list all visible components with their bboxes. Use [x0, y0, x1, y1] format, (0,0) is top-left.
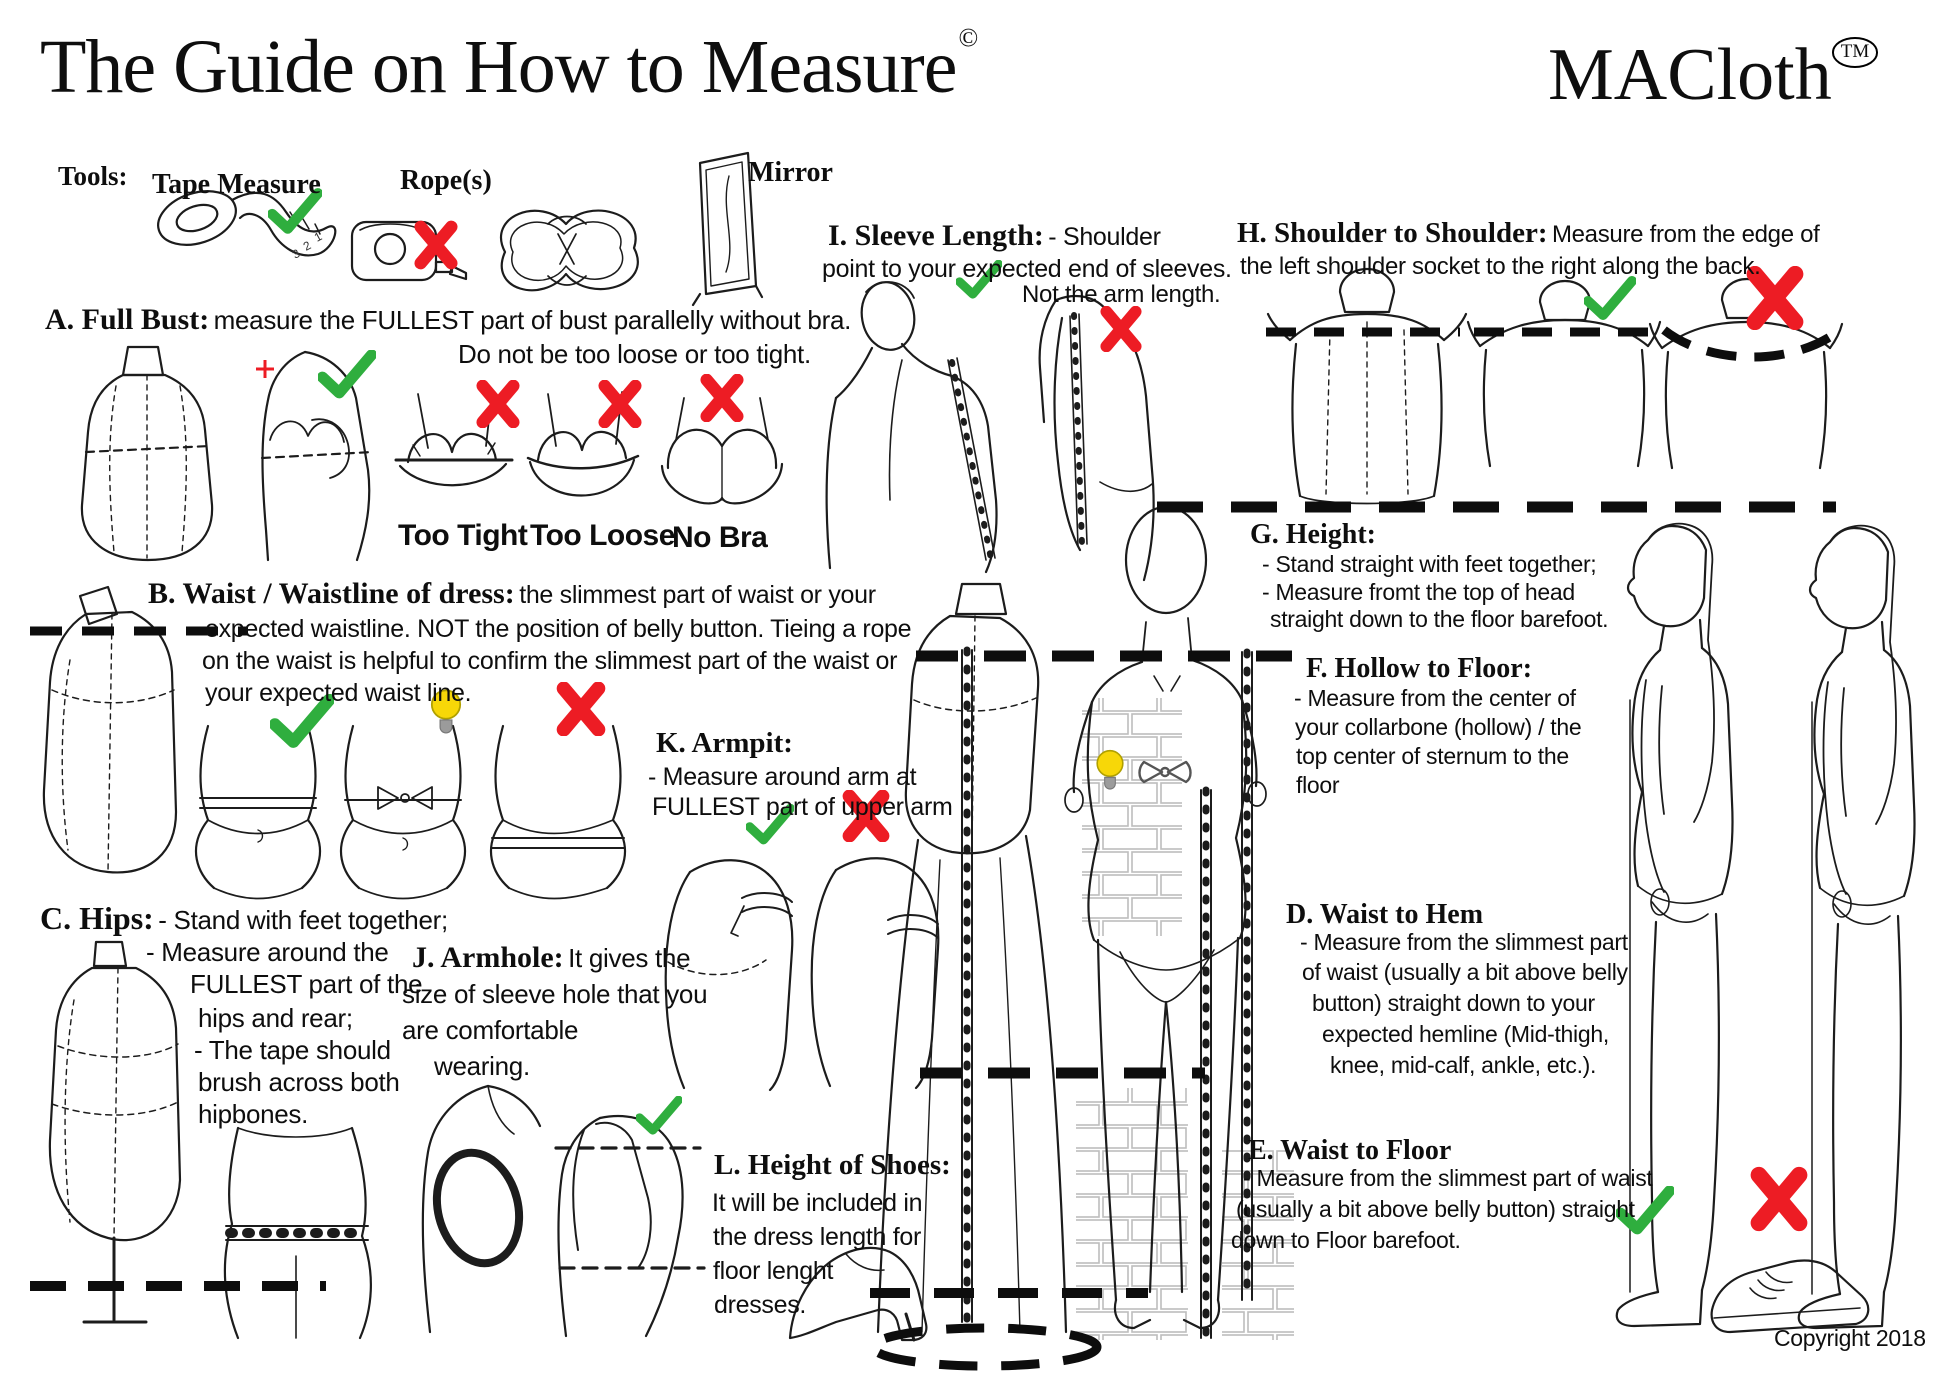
section-f-line1: - Measure from the center of [1294, 685, 1576, 711]
section-i-text: - Shoulder [1048, 223, 1161, 251]
copyright-mark: © [958, 23, 978, 52]
full-bust-dress-form-illustration [82, 347, 212, 560]
section-j-line3: are comfortable [402, 1015, 579, 1045]
section-c-line2: - Measure around the [146, 937, 389, 967]
tape-measure-label: Tape Measure [152, 169, 321, 200]
section-h-line1 [1237, 218, 1820, 249]
section-a-heading: A. Full Bust: [45, 303, 210, 336]
section-a-line2: Do not be too loose or too tight. [458, 339, 811, 369]
section-f-line2: your collarbone (hollow) / the [1295, 714, 1582, 740]
waist-rope-illustration [341, 726, 465, 899]
section-d-line4: expected hemline (Mid-thigh, [1322, 1021, 1609, 1047]
section-a-line1 [45, 304, 851, 336]
svg-text:1: 1 [311, 229, 325, 245]
sleeve-length-front-illustration [827, 278, 997, 572]
section-c-line6: brush across both [198, 1067, 400, 1097]
section-b-line3: on the waist is helpful to confirm the slimmest part of the waist or [202, 647, 898, 675]
section-d-heading: D. Waist to Hem [1286, 899, 1484, 930]
hips-figure-illustration [225, 1128, 371, 1338]
section-k-heading: K. Armpit: [656, 727, 793, 759]
section-j-heading: J. Armhole: [412, 941, 564, 974]
section-g-line1: - Stand straight with feet together; [1262, 551, 1597, 577]
section-h-line2: the left shoulder socket to the right along the back. [1240, 253, 1761, 280]
section-e-heading: E. Waist to Floor [1248, 1135, 1452, 1166]
page-title [40, 24, 977, 108]
check-icon-full-bust [318, 350, 376, 400]
brand-name: MACloth [1548, 34, 1832, 116]
section-k-line2: FULLEST part of upper arm [652, 793, 953, 821]
section-i-line2: point to your expected end of sleeves. [822, 255, 1232, 283]
section-b-text: the slimmest part of waist or your [519, 581, 876, 609]
section-g-heading: G. Height: [1250, 519, 1376, 550]
cross-icon-waist-wrong [556, 682, 606, 736]
trademark-mark: TM [1832, 37, 1879, 68]
waist-wrong-illustration [491, 726, 625, 899]
too-loose-label: Too Loose [530, 519, 675, 552]
section-l-line2: the dress length for [713, 1223, 922, 1251]
section-i-heading: I. Sleeve Length: [828, 219, 1044, 252]
section-d-line1: - Measure from the slimmest part [1300, 929, 1628, 955]
section-a-text: measure the FULLEST part of bust parallelly without bra. [213, 305, 852, 335]
section-b-heading: B. Waist / Waistline of dress: [148, 577, 515, 610]
cross-icon-sleeve-length [1100, 306, 1142, 352]
section-c-heading: C. Hips: [40, 900, 154, 936]
section-c-line3: FULLEST part of the [190, 969, 423, 999]
page-title-text: The Guide on How to Measure [40, 25, 957, 109]
check-icon-armhole [636, 1096, 682, 1136]
ropes-label: Rope(s) [400, 165, 492, 196]
no-bra-label: No Bra [672, 521, 768, 554]
rope-bow-icon [1134, 754, 1196, 790]
section-f-heading: F. Hollow to Floor: [1306, 653, 1533, 684]
section-d-line3: button) straight down to your [1312, 990, 1595, 1016]
section-c-line5: - The tape should [194, 1035, 391, 1065]
section-h-heading: H. Shoulder to Shoulder: [1237, 217, 1548, 249]
section-e-line2: (usually a bit above belly button) straight [1236, 1196, 1635, 1222]
svg-text:2: 2 [300, 238, 314, 254]
section-d-line5: knee, mid-calf, ankle, etc.). [1330, 1052, 1597, 1078]
armhole-tape-illustration [556, 1116, 704, 1336]
cross-icon-too-loose [598, 380, 642, 428]
section-l-line4: dresses. [714, 1291, 807, 1319]
too-tight-label: Too Tight [398, 519, 528, 552]
section-i-line3: Not the arm length. [1022, 281, 1221, 308]
cross-icon-no-bra [700, 374, 744, 422]
svg-text:3: 3 [289, 246, 303, 262]
section-l-line3: floor lenght [713, 1257, 834, 1285]
shoulder-back-full-illustration [1268, 269, 1466, 504]
section-l-heading: L. Height of Shoes: [714, 1149, 951, 1181]
rope-illustration [501, 211, 638, 291]
armhole-loop-illustration [423, 1086, 540, 1332]
section-i-line1 [828, 220, 1161, 252]
sneaker-illustration [1712, 1261, 1869, 1333]
brand-logo [1548, 36, 1878, 116]
cross-icon-retractable-tape [414, 220, 458, 270]
section-c-line4: hips and rear; [198, 1003, 353, 1033]
section-d-line2: of waist (usually a bit above belly [1302, 959, 1628, 985]
section-c-text: - Stand with feet together; [158, 905, 448, 935]
section-b-line2: expected waistline. NOT the position of belly button. Tieing a rope [205, 615, 912, 643]
section-j-line2: size of sleeve hole that you [402, 979, 708, 1009]
section-j-line1 [412, 942, 690, 974]
section-f-line3: top center of sternum to the [1296, 743, 1569, 769]
section-b-line1 [148, 578, 876, 610]
section-l-line1: It will be included in [712, 1189, 923, 1217]
section-e-line3: down to Floor barefoot. [1231, 1227, 1461, 1253]
section-c-line7: hipbones. [198, 1099, 309, 1129]
section-j-line4: wearing. [434, 1051, 530, 1081]
tools-label: Tools: [58, 161, 128, 191]
armpit-wrong-illustration [812, 858, 939, 1088]
section-c-line1 [40, 901, 448, 936]
check-icon-shoulder [1584, 276, 1636, 322]
section-f-line4: floor [1296, 772, 1340, 798]
section-h-text: Measure from the edge of [1551, 221, 1820, 248]
red-plus-mark [254, 358, 276, 380]
section-e-line1: - Measure from the slimmest part of waist [1243, 1165, 1653, 1191]
cross-icon-too-tight [476, 380, 520, 428]
hips-dress-form-illustration [50, 942, 180, 1322]
section-g-line2: - Measure fromt the top of head [1262, 579, 1575, 605]
section-k-line1: - Measure around arm at [648, 763, 917, 791]
copyright-notice: Copyright 2018 [1774, 1325, 1926, 1351]
waist-correct-illustration [196, 726, 320, 899]
cross-icon-shoes [1750, 1166, 1808, 1232]
lightbulb-icon-center [1094, 748, 1126, 796]
section-b-line4: your expected waist line. [205, 679, 472, 707]
armpit-correct-illustration [666, 860, 793, 1090]
section-j-text: It gives the [568, 943, 691, 973]
mirror-label: Mirror [748, 157, 833, 188]
section-g-line3: straight down to the floor barefoot. [1270, 606, 1609, 632]
